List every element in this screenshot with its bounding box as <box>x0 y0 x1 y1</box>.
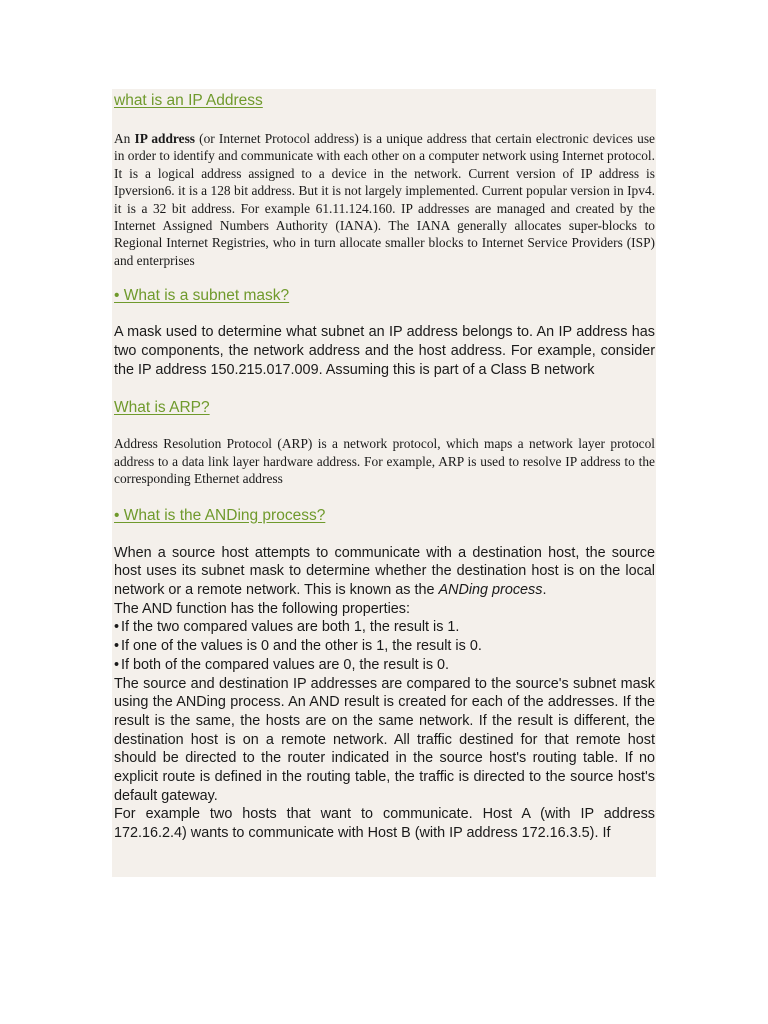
ip-intro-prefix: An <box>114 131 135 146</box>
paragraph-ip-address <box>114 130 655 269</box>
and-function-line: The AND function has the following properties: <box>114 600 410 617</box>
list-item: • If one of the values is 0 and the other is 1, the result is 0. <box>114 637 655 656</box>
document-content <box>114 89 655 843</box>
anding-intro-end: . <box>542 581 547 598</box>
anding-intro-text: When a source host attempts to communicate with a destination host, the source host uses its subnet mask to determine whether the destination host is on the local network or a remote network. This is known as the <box>114 544 655 598</box>
paragraph-subnet-mask: A mask used to determine what subnet an IP address belongs to. An IP address has two components, the network address and the host address. For example, consider the IP address 150.215.017.009. Assuming this is part of a Class B network <box>114 324 655 378</box>
paragraph-arp: Address Resolution Protocol (ARP) is a network protocol, which maps a network layer protocol address to a data link layer hardware address. For example, ARP is used to resolve IP address to the corresponding Ethernet address <box>114 436 655 487</box>
ip-body-text: (or Internet Protocol address) is a unique address that certain electronic devices use in order to identify and communicate with each other on a computer network using Internet protocol. It is a logical address assigned to a device in the network. Current version of IP address is Ipversion6. it is a 128 bit address. But it is not largely implemented. Current popular version in Ipv4. it is a 32 bit address. For example 61.11.124.160. IP addresses are managed and created by the Internet Assigned Numbers Authority (IANA). The IANA generally allocates super-blocks to Regional Internet Registries, who in turn allocate smaller blocks to Internet Service Providers (ISP) and enterprises <box>114 131 656 268</box>
heading-anding: • What is the ANDing process? <box>114 506 326 524</box>
anding-process-term: ANDing process <box>438 581 543 598</box>
ip-address-term: IP address <box>134 131 195 146</box>
heading-subnet-mask: • What is a subnet mask? <box>114 287 290 305</box>
list-item: • If the two compared values are both 1, the result is 1. <box>114 618 655 637</box>
and-properties-list <box>114 618 655 674</box>
list-item: • If both of the compared values are 0, the result is 0. <box>114 656 655 675</box>
heading-ip-address: what is an IP Address <box>114 92 263 109</box>
heading-arp: What is ARP? <box>114 399 210 417</box>
paragraph-anding-example: For example two hosts that want to communicate. Host A (with IP address 172.16.2.4) wants to communicate with Host B (with IP address 172.16.3.5). If <box>114 806 655 842</box>
paragraph-anding-compare: The source and destination IP addresses are compared to the source's subnet mask using the ANDing process. An AND result is created for each of the addresses. If the result is the same, the hosts are on the same network. If the result is different, the destination host is on a remote network. All traffic destined for that remote host should be directed to the router indicated in the source host's routing table. If no explicit route is defined in the routing table, the traffic is directed to the source host's default gateway. <box>114 675 655 804</box>
paragraph-anding-intro <box>114 544 655 600</box>
